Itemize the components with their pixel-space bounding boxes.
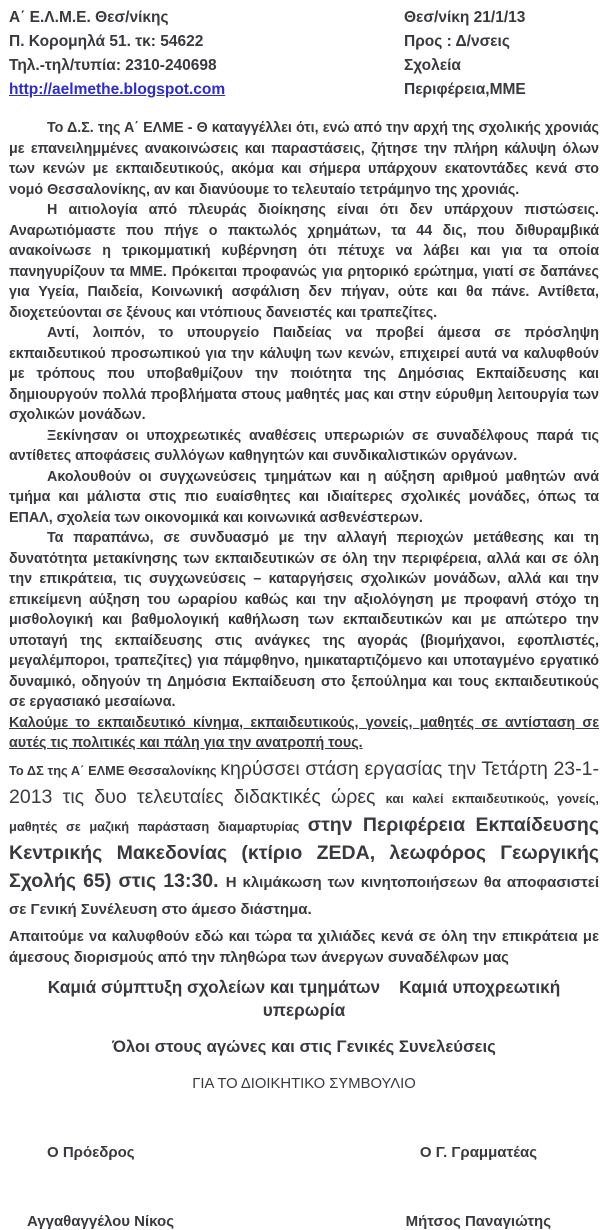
recipient-line-2: Σχολεία (404, 57, 461, 74)
org-phone: Τηλ.-τηλ/τυπία: 2310-240698 (9, 57, 217, 74)
org-name: Α΄ Ε.Λ.Μ.Ε. Θεσ/νίκης (9, 9, 169, 26)
recipient-line-3: Περιφέρεια,ΜΜΕ (404, 81, 526, 98)
paragraph-6: Τα παραπάνω, σε συνδυασμό με την αλλαγή περιοχών μετάθεσης και τη δυνατότητα μετακίνησης των εκπαιδευτικών σε όλη την περιφέρεια, αλλά και σε όλη την επικράτεια, τις συγχωνεύσεις – καταργήσεις σχολικών μονάδων, αλλά και την επικείμενη αύξηση του ωραρίου καθώς και την αξιολόγηση με προφανή στόχο τη μισθολογική και βαθμολογική καθήλωση των εκπαιδευτικών και με απώτερο την υποταγή της εκπαίδευσης στις ανάγκες της αγοράς (βιομήχανοι, εφοπλιστές, μεγαλέμποροι, τραπεζίτες) για πάμφθηνο, ημικαταρτιζόμενο και υποταγμένο εργατικό δυναμικό, οδηγούν τη Δημόσια Εκπαίδευση στο ξεπούλημα και τους εκπαιδευτικούς σε εργασιακό μεσαίωνα. (9, 530, 599, 710)
place-date: Θεσ/νίκη 21/1/13 (404, 9, 526, 26)
call-to-resistance: Καλούμε το εκπαιδευτικό κίνημα, εκπαιδευτικούς, γονείς, μαθητές σε αντίσταση σε αυτές τις πολιτικές και πάλη για την ανατροπή τους. (9, 714, 599, 751)
letterhead-recipient (404, 6, 599, 102)
paragraph-1: Το Δ.Σ. της Α΄ ΕΛΜΕ - Θ καταγγέλλει ότι, ενώ από την αρχή της σχολικής χρονιάς με επανειλημμένες ανακοινώσεις και παραστάσεις, ζήτησε την πλήρη κάλυψη όλων των κενών με εκπαιδευτικούς, ακόμα και σήμερα υπάρχουν εκατοντάδες κενά στο νομό Θεσσαλονίκης, αν και διανύουμε το τελευταίο τετράμηνο της χρονιάς. (9, 120, 599, 198)
signature-titles-row (9, 1144, 599, 1161)
announcement-strike-declaration: κηρύσσει στάση εργασίας την Τετάρτη 23-1-2013 τις δυο τελευταίες διδακτικές ώρες (9, 757, 599, 808)
body-text (9, 118, 599, 754)
signature-names-row (9, 1213, 599, 1230)
announcement-intro: Το ΔΣ της Α΄ ΕΛΜΕ Θεσσαλονίκης (9, 762, 221, 778)
recipient-line-1: Προς : Δ/νσεις (404, 33, 510, 50)
org-website-link[interactable]: http://aelmethe.blogspot.com (9, 81, 226, 98)
announcement-location: στην Περιφέρεια Εκπαίδευσης Κεντρικής Μακεδονίας (κτίριο ZEDA, λεωφόρος Γεωργικής Σχολής 65) στις 13:30. (9, 813, 599, 892)
demand-paragraph: Απαιτούμε να καλυφθούν εδώ και τώρα τα χιλιάδες κενά σε όλη την επικράτεια με άμεσους διορισμούς από την πληθώρα των άνεργων συναδέλφων μας (9, 928, 599, 966)
paragraph-2: Η αιτιολογία από πλευράς διοίκησης είναι ότι δεν υπάρχουν πιστώσεις. Αναρωτιόμαστε που πήγε ο πακτωλός χρημάτων, τα 44 δις, που διθυραμβικά ανακοίνωσε η τρικομματική κυβέρνηση ότι πέτυχε να λάβει και για τα οποία πανηγυρίζουν τα ΜΜΕ. Πρόκειται προφανώς για ρητορικό ερώτημα, γιατί σε δαπάνες για Υγεία, Παιδεία, Κοινωνική ασφάλιση δεν πήγαν, ούτε και θα πάνε. Αντίθετα, διοχετεύονται σε ξένους και ντόπιους δανειστές και τραπεζίτες. (9, 202, 599, 321)
secretary-title: Ο Γ. Γραμματέας (419, 1143, 537, 1161)
strike-announcement (9, 756, 599, 923)
paragraph-5: Ακολουθούν οι συγχωνεύσεις τμημάτων και η αύξηση αριθμού μαθητών ανά τμήμα και μάλιστα στις πιο ευαίσθητες και ιδιαίτερες σχολικές μονάδες, όπως τα ΕΠΑΛ, σχολεία των οικονομικά και κοινωνικά ασθενέστερων. (9, 468, 599, 526)
paragraph-4: Ξεκίνησαν οι υποχρεωτικές αναθέσεις υπερωριών σε συναδέλφους παρά τις αντίθετες αποφάσεις συλλόγων καθηγητών και συνδικαλιστικών οργάνων. (9, 427, 599, 464)
letterhead-sender (9, 6, 225, 102)
slogan-assemblies: Όλοι στους αγώνες και στις Γενικές Συνελεύσεις (112, 1036, 496, 1056)
letterhead (9, 6, 599, 102)
president-title: Ο Πρόεδρος (47, 1143, 135, 1161)
paragraph-3: Αντί, λοιπόν, το υπουργείο Παιδείας να προβεί άμεσα σε πρόσληψη εκπαιδευτικού προσωπικού για την κάλυψη των κενών, επιχειρεί αυτά να καλυφθούν με τρόπους που υποβαθμίζουν την ποιότητα της Δημόσιας Εκπαίδευσης και δημιουργούν πολλά προβλήματα στους μαθητές μας και στην εύρυθμη λειτουργία των σχολικών μονάδων. (9, 325, 599, 423)
slogan-no-mergers: Καμιά σύμπτυξη σχολείων και τμημάτων Καμιά υποχρεωτική υπερωρία (47, 976, 561, 1020)
board-attribution: ΓΙΑ ΤΟ ΔΙΟΙΚΗΤΙΚΟ ΣΥΜΒΟΥΛΙΟ (192, 1075, 416, 1092)
president-name: Αγγαθαγγέλου Νίκος (27, 1212, 175, 1230)
org-address: Π. Κορομηλά 51. τκ: 54622 (9, 33, 204, 50)
announcement-invitation: και καλεί εκπαιδευτικούς, γονείς, μαθητές σε μαζική παράσταση διαμαρτυρίας (9, 790, 599, 834)
secretary-name: Μήτσος Παναγιώτης (405, 1212, 551, 1230)
announcement-escalation: Η κλιμάκωση των κινητοποιήσεων θα αποφασιστεί σε Γενική Συνέλευση στο άμεσο διάστημα. (9, 873, 599, 918)
